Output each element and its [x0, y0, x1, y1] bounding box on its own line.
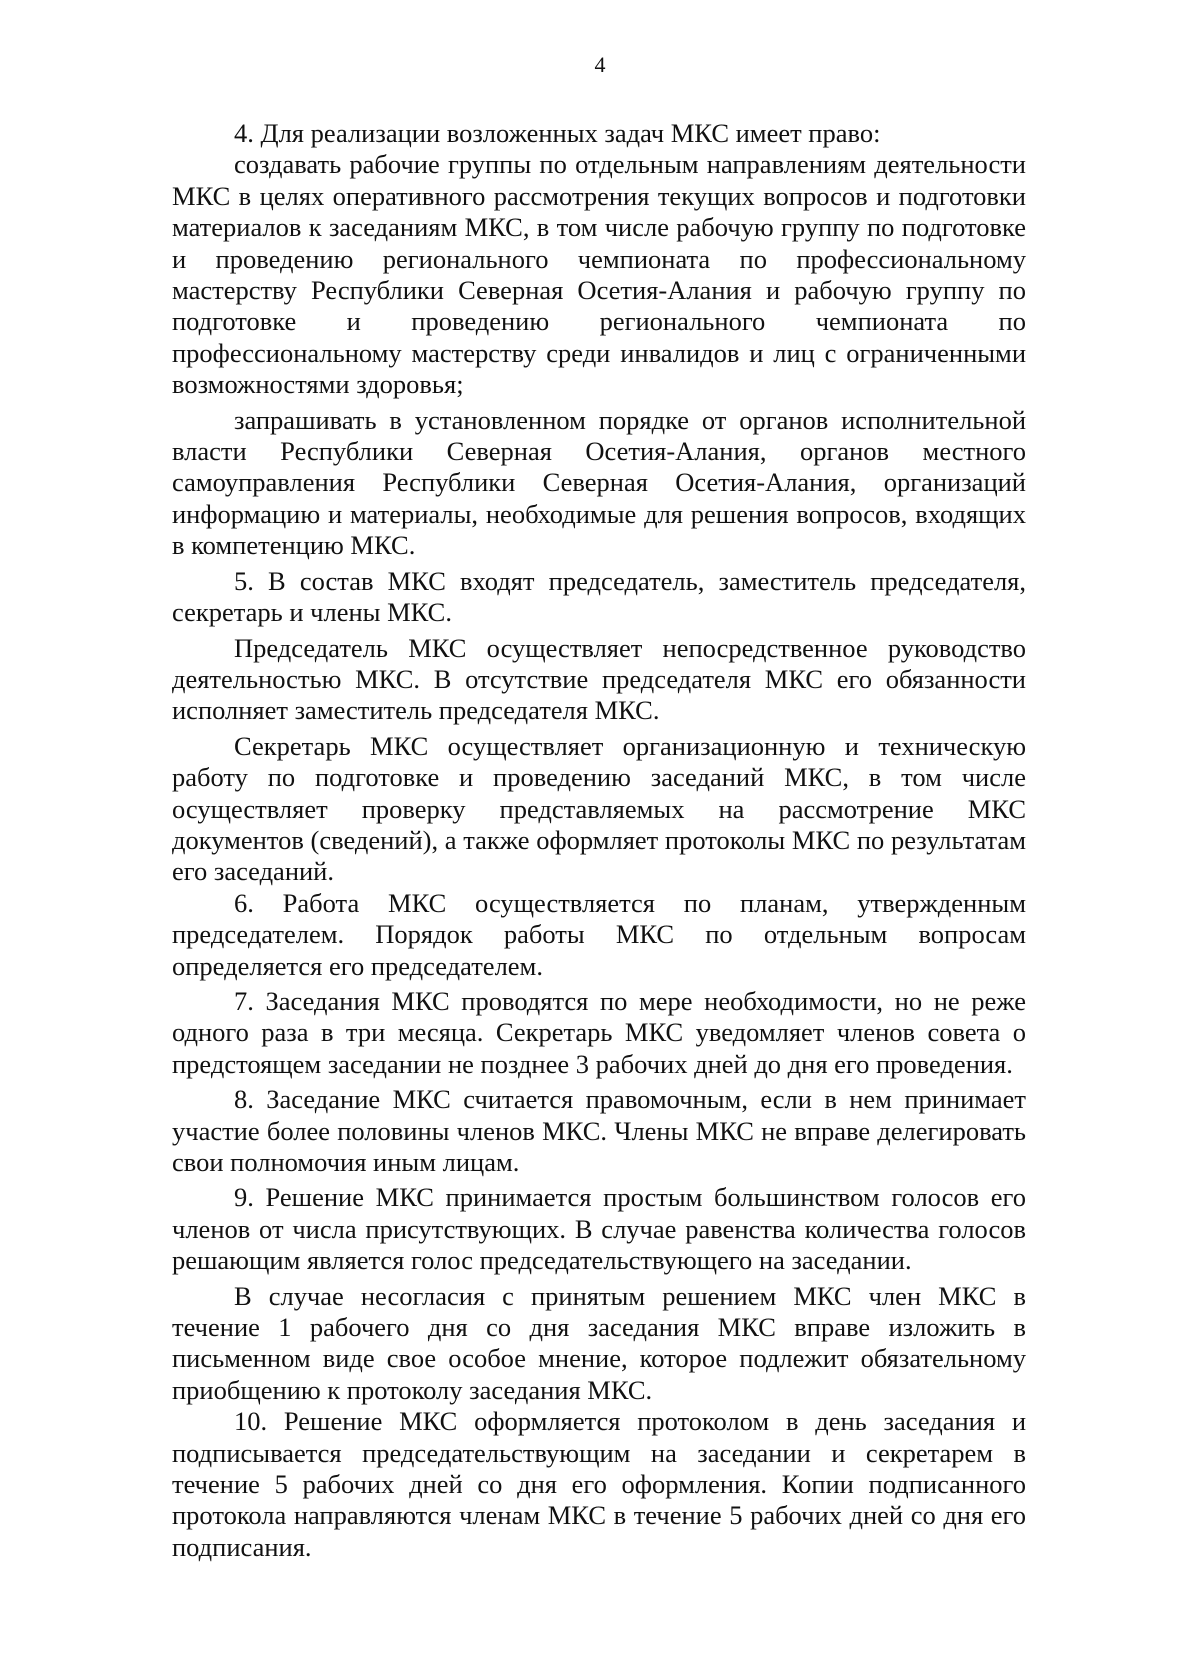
paragraph-5-chairman: Председатель МКС осуществляет непосредственное руководство деятельностью МКС. В отсутствие председателя МКС его обязанности исполняет заместитель председателя МКС. — [172, 632, 1026, 726]
paragraph-7-meetings: 7. Заседания МКС проводятся по мере необходимости, но не реже одного раза в три месяца. Секретарь МКС уведомляет членов совета о предстоящем заседании не позднее 3 рабочих дней до дня его проведения. — [172, 985, 1026, 1079]
document-body — [172, 118, 1026, 1563]
paragraph-6-work-plans: 6. Работа МКС осуществляется по планам, утвержденным председателем. Порядок работы МКС по отдельным вопросам определяется его председателем. — [172, 887, 1026, 981]
paragraph-10-protocol: 10. Решение МКС оформляется протоколом в день заседания и подписывается председательствующим на заседании и секретарем в течение 5 рабочих дней со дня его оформления. Копии подписанного протокола направляются членам МКС в течение 5 рабочих дней со дня его подписания. — [172, 1406, 1026, 1562]
paragraph-9-decisions: 9. Решение МКС принимается простым большинством голосов его членов от числа присутствующих. В случае равенства количества голосов решающим является голос председательствующего на заседании. — [172, 1182, 1026, 1276]
paragraph-9-dissent: В случае несогласия с принятым решением МКС член МКС в течение 1 рабочего дня со дня заседания МКС вправе изложить в письменном виде свое особое мнение, которое подлежит обязательному приобщению к протоколу заседания МКС. — [172, 1280, 1026, 1405]
paragraph-8-quorum: 8. Заседание МКС считается правомочным, если в нем принимает участие более половины членов МКС. Члены МКС не вправе делегировать свои полномочия иным лицам. — [172, 1084, 1026, 1177]
paragraph-4-intro: 4. Для реализации возложенных задач МКС имеет право: — [234, 118, 881, 148]
paragraph-5-secretary: Секретарь МКС осуществляет организационную и техническую работу по подготовке и проведению заседаний МКС, в том числе осуществляет проверку представляемых на рассмотрение МКС документов (сведений), а также оформляет протоколы МКС по результатам его заседаний. — [172, 730, 1026, 887]
page-number: 4 — [594, 52, 606, 77]
paragraph-4-request-info: запрашивать в установленном порядке от органов исполнительной власти Республики Северная Осетия-Алания, органов местного самоуправления Республики Северная Осетия-Алания, организаций информацию и материалы, необходимые для решения вопросов, входящих в компетенцию МКС. — [172, 404, 1026, 561]
paragraph-5-composition: 5. В состав МКС входят председатель, заместитель председателя, секретарь и члены МКС. — [172, 565, 1026, 628]
paragraph-4-working-groups: создавать рабочие группы по отдельным направлениям деятельности МКС в целях оперативного рассмотрения текущих вопросов и подготовки материалов к заседаниям МКС, в том числе рабочую группу по подготовке и проведению регионального чемпионата по профессиональному мастерству Республики Северная Осетия-Алания и рабочую группу по подготовке и проведению регионального чемпионата по профессиональному мастерству среди инвалидов и лиц с ограниченными возможностями здоровья; — [172, 149, 1026, 400]
